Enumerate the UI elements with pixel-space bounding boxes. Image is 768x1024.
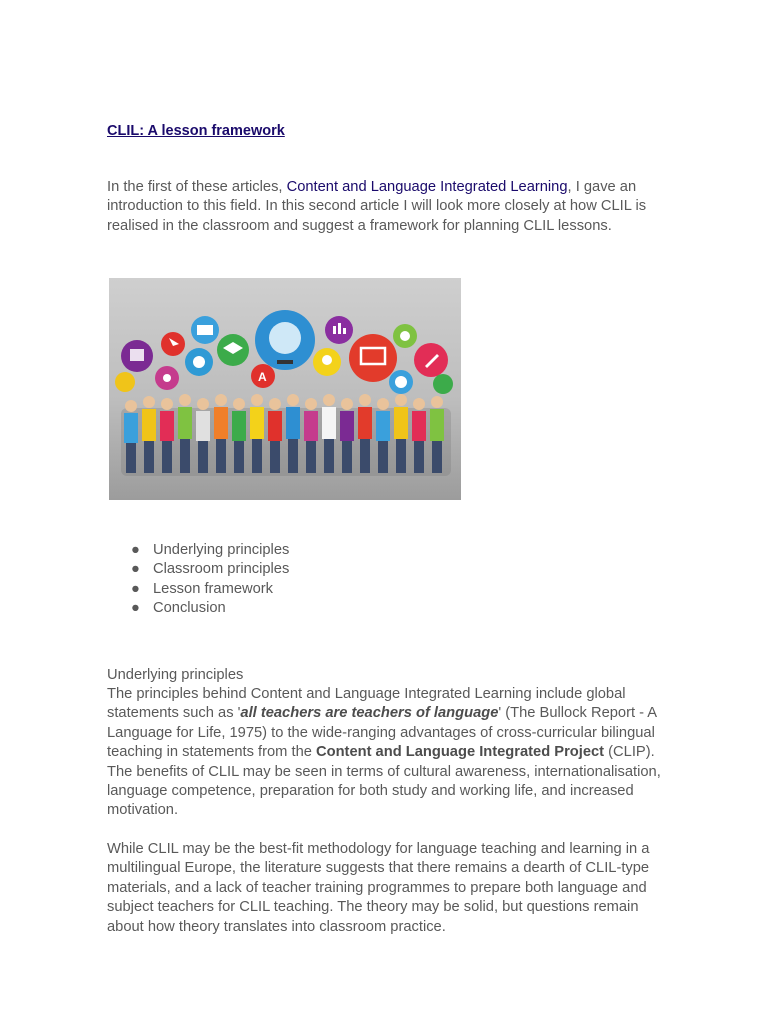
intro-text-end: , I gave an introduction to this field. In this second article I will look more closely at how CLIL is realised in the classroom and suggest a framework for planning CLIL lessons. [107,179,647,234]
table-of-contents [107,541,289,619]
clil-article-link[interactable]: Content and Language Integrated Learning [286,179,568,195]
students-speech-bubbles-image [109,278,461,500]
bold-text: Content and Language Integrated Project [316,744,605,761]
email-icon [191,316,219,344]
toc-item: ● Underlying principles [131,542,290,558]
para-text: The principles behind Content and Language Integrated Learning include global statements such as ' [107,686,626,722]
principles-paragraph [107,685,663,821]
gear-icon [155,366,179,390]
cursor-icon [161,332,185,356]
trophy-icon [115,372,135,392]
globe-icon [255,310,315,370]
letter-a-icon [251,364,275,388]
intro-text-start: In the first of these articles, [107,179,287,195]
section-heading: Underlying principles [107,667,244,683]
info-icon [185,348,213,376]
toc-item: ● Lesson framework [131,580,273,597]
article-title[interactable]: CLIL: A lesson framework [107,123,285,139]
para-text: ' (The Bullock Report - A Language for Life, 1975) to the wide-ranging advantages of cross-curricular bilingual teaching in statements from the [107,705,657,761]
rocket-icon [414,343,448,377]
toc-item-label: Classroom principles [153,561,290,578]
soccer-ball-icon [389,370,413,394]
toc-item: ● Conclusion [131,600,226,617]
lightbulb-icon [313,348,341,376]
para-text: (CLIP). The benefits of CLIL may be seen in terms of cultural awareness, internationalisation, language competence, preparation for both study and working life, and increased motivation. [107,744,661,819]
toc-item: ● Classroom principles [131,561,290,578]
monitor-icon [349,334,397,382]
graduation-cap-icon [217,334,249,366]
toc-item-label: Lesson framework [153,580,273,597]
robot-icon [121,340,153,372]
intro-paragraph [107,178,659,236]
students-crowd [121,394,451,476]
chart-icon [325,316,353,344]
quote-text: all teachers are teachers of language [240,705,499,722]
toc-item-label: Conclusion [153,600,226,617]
toc-item-label: Underlying principles [153,542,290,558]
svg-text:A: A [258,370,267,384]
chat-icon [393,324,417,348]
methodology-paragraph: While CLIL may be the best-fit methodology for language teaching and learning in a multilingual Europe, the literature suggests that there remains a dearth of CLIL-type materials, and a lack of teacher training programmes to prepare both language and subject teachers for CLIL teaching. The theory may be solid, but questions remain about how theory translates into classroom practice. [107,841,650,935]
